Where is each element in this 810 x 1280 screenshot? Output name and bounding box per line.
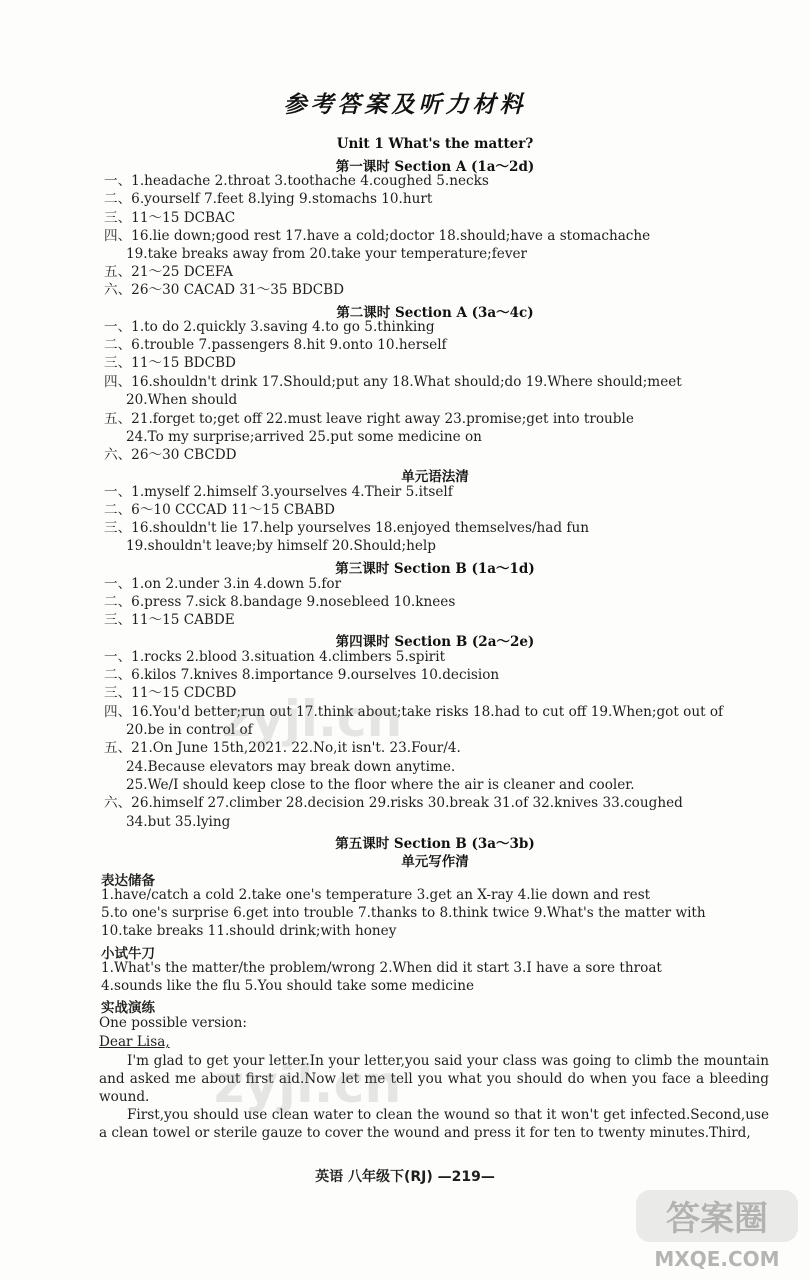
answer-line: 三、11～15 DCBAC: [104, 210, 236, 226]
try-label: 小试牛刀: [101, 946, 155, 962]
answer-line: 二、6.trouble 7.passengers 8.hit 9.onto 10.herself: [104, 337, 447, 353]
possible-version: One possible version:: [99, 1015, 247, 1031]
answer-line: 四、16.lie down;good rest 17.have a cold;doctor 18.should;have a stomachache: [104, 228, 651, 244]
lesson-5-heading: 第五课时 Section B (3a～3b): [335, 836, 535, 852]
lesson-4-heading: 第四课时 Section B (2a～2e): [335, 634, 535, 650]
answer-line: 一、1.to do 2.quickly 3.saving 4.to go 5.thinking: [104, 319, 435, 335]
answer-line: 24.To my surprise;arrived 25.put some medicine on: [126, 429, 482, 445]
answer-line: 4.sounds like the flu 5.You should take some medicine: [101, 978, 475, 994]
answer-line: 20.When should: [126, 392, 238, 408]
answer-line: 五、21～25 DCEFA: [104, 264, 233, 280]
logo-subtext: MXQE.COM: [654, 1247, 780, 1271]
logo-text: 答案圈: [666, 1199, 768, 1239]
answer-line: 四、16.You'd better;run out 17.think about;take risks 18.had to cut off 19.When;got out of: [104, 704, 724, 720]
answer-line: 24.Because elevators may break down anytime.: [126, 759, 456, 775]
page-footer: 英语 八年级下(RJ) —219—: [315, 1169, 495, 1185]
lesson-2-heading: 第二课时 Section A (3a～4c): [336, 305, 534, 321]
answer-line: 一、1.rocks 2.blood 3.situation 4.climbers 5.spirit: [104, 649, 446, 665]
watermark: zyjl.cn: [222, 690, 403, 748]
answer-line: 5.to one's surprise 6.get into trouble 7.thanks to 8.think twice 9.What's the matter with: [101, 905, 706, 921]
answer-line: 25.We/I should keep close to the floor where the air is cleaner and cooler.: [126, 777, 635, 793]
answer-line: 六、26～30 CACAD 31～35 BDCBD: [104, 282, 345, 298]
answer-line: 20.be in control of: [126, 722, 253, 738]
answer-line: 二、6.kilos 7.knives 8.importance 9.ourselves 10.decision: [104, 667, 500, 683]
answer-line: 五、21.forget to;get off 22.must leave right away 23.promise;get into trouble: [104, 411, 634, 427]
answer-line: 四、16.shouldn't drink 17.Should;put any 18.What should;do 19.Where should;meet: [104, 374, 682, 390]
answer-circle-logo: [632, 1186, 802, 1272]
answer-line: 10.take breaks 11.should drink;with honey: [101, 923, 397, 939]
letter-paragraph: I'm glad to get your letter.In your letter,you said your class was going to climb the mountain and asked me about first aid.Now let me tell you what you should do when you face a bleeding wound.: [99, 1053, 769, 1105]
answer-line: 一、1.on 2.under 3.in 4.down 5.for: [104, 576, 342, 592]
answer-line: 三、11～15 BDCBD: [104, 355, 236, 371]
answer-line: 六、26～30 CBCDD: [104, 447, 237, 463]
letter-salutation: Dear Lisa,: [99, 1034, 170, 1050]
lesson-3-heading: 第三课时 Section B (1a～1d): [335, 561, 535, 577]
answer-line: 1.have/catch a cold 2.take one's temperature 3.get an X-ray 4.lie down and rest: [101, 887, 651, 903]
answer-line: 34.but 35.lying: [126, 814, 231, 830]
practice-label: 实战演练: [101, 1000, 155, 1016]
expression-label: 表达储备: [101, 873, 155, 889]
answer-line: 三、11～15 CABDE: [104, 612, 235, 628]
answer-line: 六、26.himself 27.climber 28.decision 29.risks 30.break 31.of 32.knives 33.coughed: [104, 795, 683, 811]
unit-heading: Unit 1 What's the matter?: [336, 136, 534, 152]
answer-line: 二、6～10 CCCAD 11～15 CBABD: [104, 502, 335, 518]
answer-line: 一、1.headache 2.throat 3.toothache 4.coughed 5.necks: [104, 173, 489, 189]
grammar-heading: 单元语法清: [401, 469, 469, 485]
answer-line: 一、1.myself 2.himself 3.yourselves 4.Their 5.itself: [104, 484, 453, 500]
answer-line: 19.shouldn't leave;by himself 20.Should;help: [126, 538, 436, 554]
answer-line: 二、6.yourself 7.feet 8.lying 9.stomachs 10.hurt: [104, 191, 433, 207]
answer-line: 三、11～15 CDCBD: [104, 685, 237, 701]
answer-line: 五、21.On June 15th,2021. 22.No,it isn't. 23.Four/4.: [104, 740, 461, 756]
page-title: 参考答案及听力材料: [283, 92, 527, 118]
answer-line: 二、6.press 7.sick 8.bandage 9.nosebleed 10.knees: [104, 594, 456, 610]
answer-line: 1.What's the matter/the problem/wrong 2.When did it start 3.I have a sore throat: [101, 960, 662, 976]
watermark: zyjl.cn: [214, 1055, 402, 1115]
answer-line: 三、16.shouldn't lie 17.help yourselves 18.enjoyed themselves/had fun: [104, 520, 589, 536]
letter-paragraph: First,you should use clean water to clean the wound so that it won't get infected.Second,use a clean towel or sterile gauze to cover the wound and press it for ten to twenty minutes.Third,: [99, 1107, 769, 1141]
lesson-1-heading: 第一课时 Section A (1a～2d): [335, 159, 535, 175]
writing-heading: 单元写作清: [401, 854, 469, 870]
answer-line: 19.take breaks away from 20.take your temperature;fever: [126, 246, 528, 262]
